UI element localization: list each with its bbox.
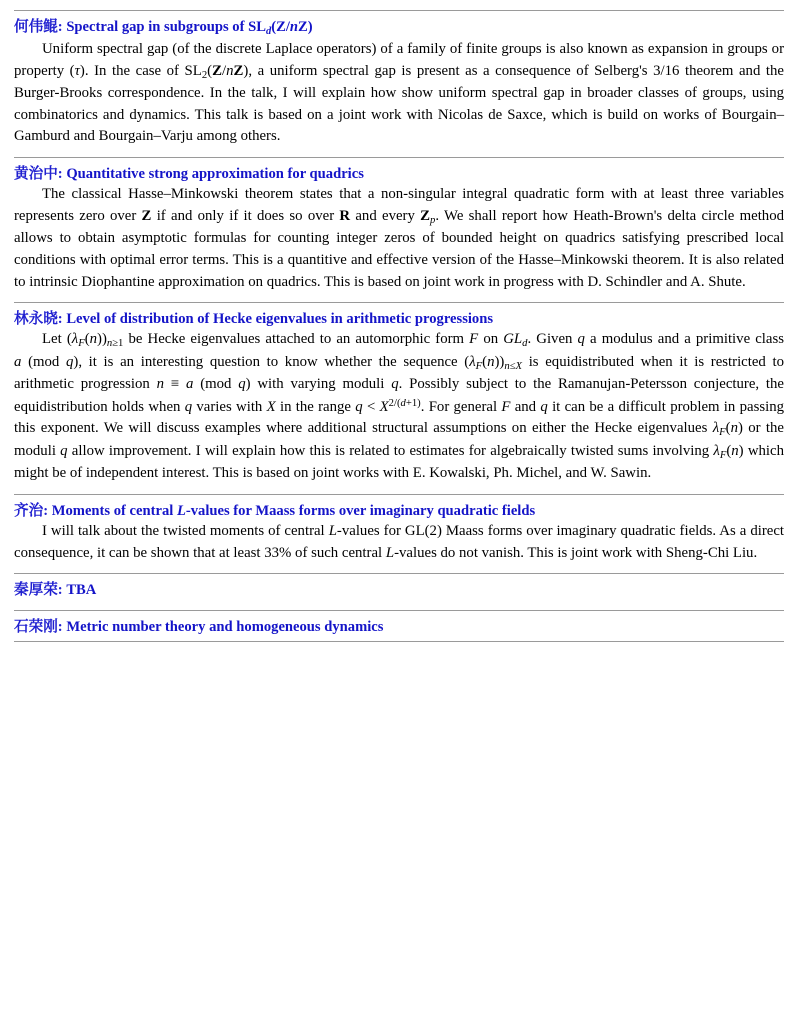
talk-title-text: TBA <box>66 582 97 599</box>
talk-heading <box>14 18 784 38</box>
talk-title-text: Metric number theory and homogeneous dynamics <box>66 618 384 635</box>
talk-abstract: Uniform spectral gap (of the discrete Laplace operators) of a family of finite groups is also known as expansion in groups or property (τ). In the case of $SL_2(Z/nZ)$, a uniform spectral gap is present as a consequence of Selberg's 3/16 theorem and the Burger-Brooks correspondence. In the talk, I will explain how show uniform spectral gap in broader classes of groups, using combinatorics and dynamics. This talk is based on a joint work with Nicolas de Saxce, which is build on works of Bourgain–Gamburd and Bourgain–Varju among others. <box>14 41 784 145</box>
talk-entry <box>14 574 784 609</box>
talk-heading <box>14 581 784 599</box>
talk-title-text: Spectral gap in subgroups of $SL_d(Z/nZ)$ <box>66 19 313 37</box>
section-divider <box>14 641 784 642</box>
talk-abstract: Let $(\lambda_F(n))_{n\ge 1}$ be Hecke eigenvalues attached to an automorphic form F on $GL_d$. Given q a modulus and a primitive class a (mod q), it is an interesting question to know whether the sequence $(\lambda_F(n))_{n\le X}$ is equidistributed when it is restricted to arithmetic progression n ≡ a (mod q) with varying moduli q. Possibly subject to the Ramanujan-Petersson conjecture, the equidistribution holds when q varies with X in the range $q < X^{2/(d+1)}$. For general F and q it can be a difficult problem in passing this exponent. We will discuss examples where additional structural assumptions on either the Hecke eigenvalues $\lambda_F(n)$ or the moduli q allow improvement. I will explain how this is related to estimates for algebraically twisted sums involving $\lambda_F(n)$ which might be of independent interest. This is based on joint works with E. Kowalski, Ph. Michel, and W. Sawin. <box>14 331 785 482</box>
talk-entry <box>14 11 784 157</box>
talk-entry <box>14 495 784 573</box>
talk-title-text: Quantitative strong approximation for quadrics <box>66 165 364 182</box>
talk-title-text: Moments of central L-values for Maass forms over imaginary quadratic fields <box>51 502 536 519</box>
speaker-name: 秦厚荣: <box>14 582 63 599</box>
speaker-name: 何伟鲲: <box>14 19 63 35</box>
talk-heading <box>14 165 784 183</box>
talk-entry <box>14 303 784 494</box>
talk-heading <box>14 310 784 328</box>
talk-abstract: I will talk about the twisted moments of central L-values for GL(2) Maass forms over imaginary quadratic fields. As a direct consequence, it can be shown that at least 33% of such central L-values do not vanish. This is joint work with Sheng-Chi Liu. <box>14 523 785 561</box>
speaker-name: 石荣刚: <box>14 618 63 635</box>
talk-abstract: The classical Hasse–Minkowski theorem states that a non-singular integral quadratic form with at least three variables represents zero over Z if and only if it does so over R and every $Z_p$. We shall report how Heath-Brown's delta circle method allows to obtain asymptotic formulas for counting integer zeros of bounded height on quadrics satisfying prescribed local conditions with optimal error terms. This is a quantitive and effective version of the Hasse–Minkowski theorem. It is also related to intrinsic Diophantine approximation on quadrics. This is based on joint work in progress with D. Schindler and A. Shute. <box>14 186 784 290</box>
talk-heading <box>14 502 784 520</box>
talk-title-text: Level of distribution of Hecke eigenvalues in arithmetic progressions <box>66 311 494 328</box>
talk-heading <box>14 618 784 636</box>
talk-entry <box>14 611 784 641</box>
speaker-name: 黄治中: <box>14 165 63 182</box>
speaker-name: 齐治: <box>14 502 49 519</box>
speaker-name: 林永晓: <box>14 311 63 328</box>
talk-entry <box>14 158 784 302</box>
